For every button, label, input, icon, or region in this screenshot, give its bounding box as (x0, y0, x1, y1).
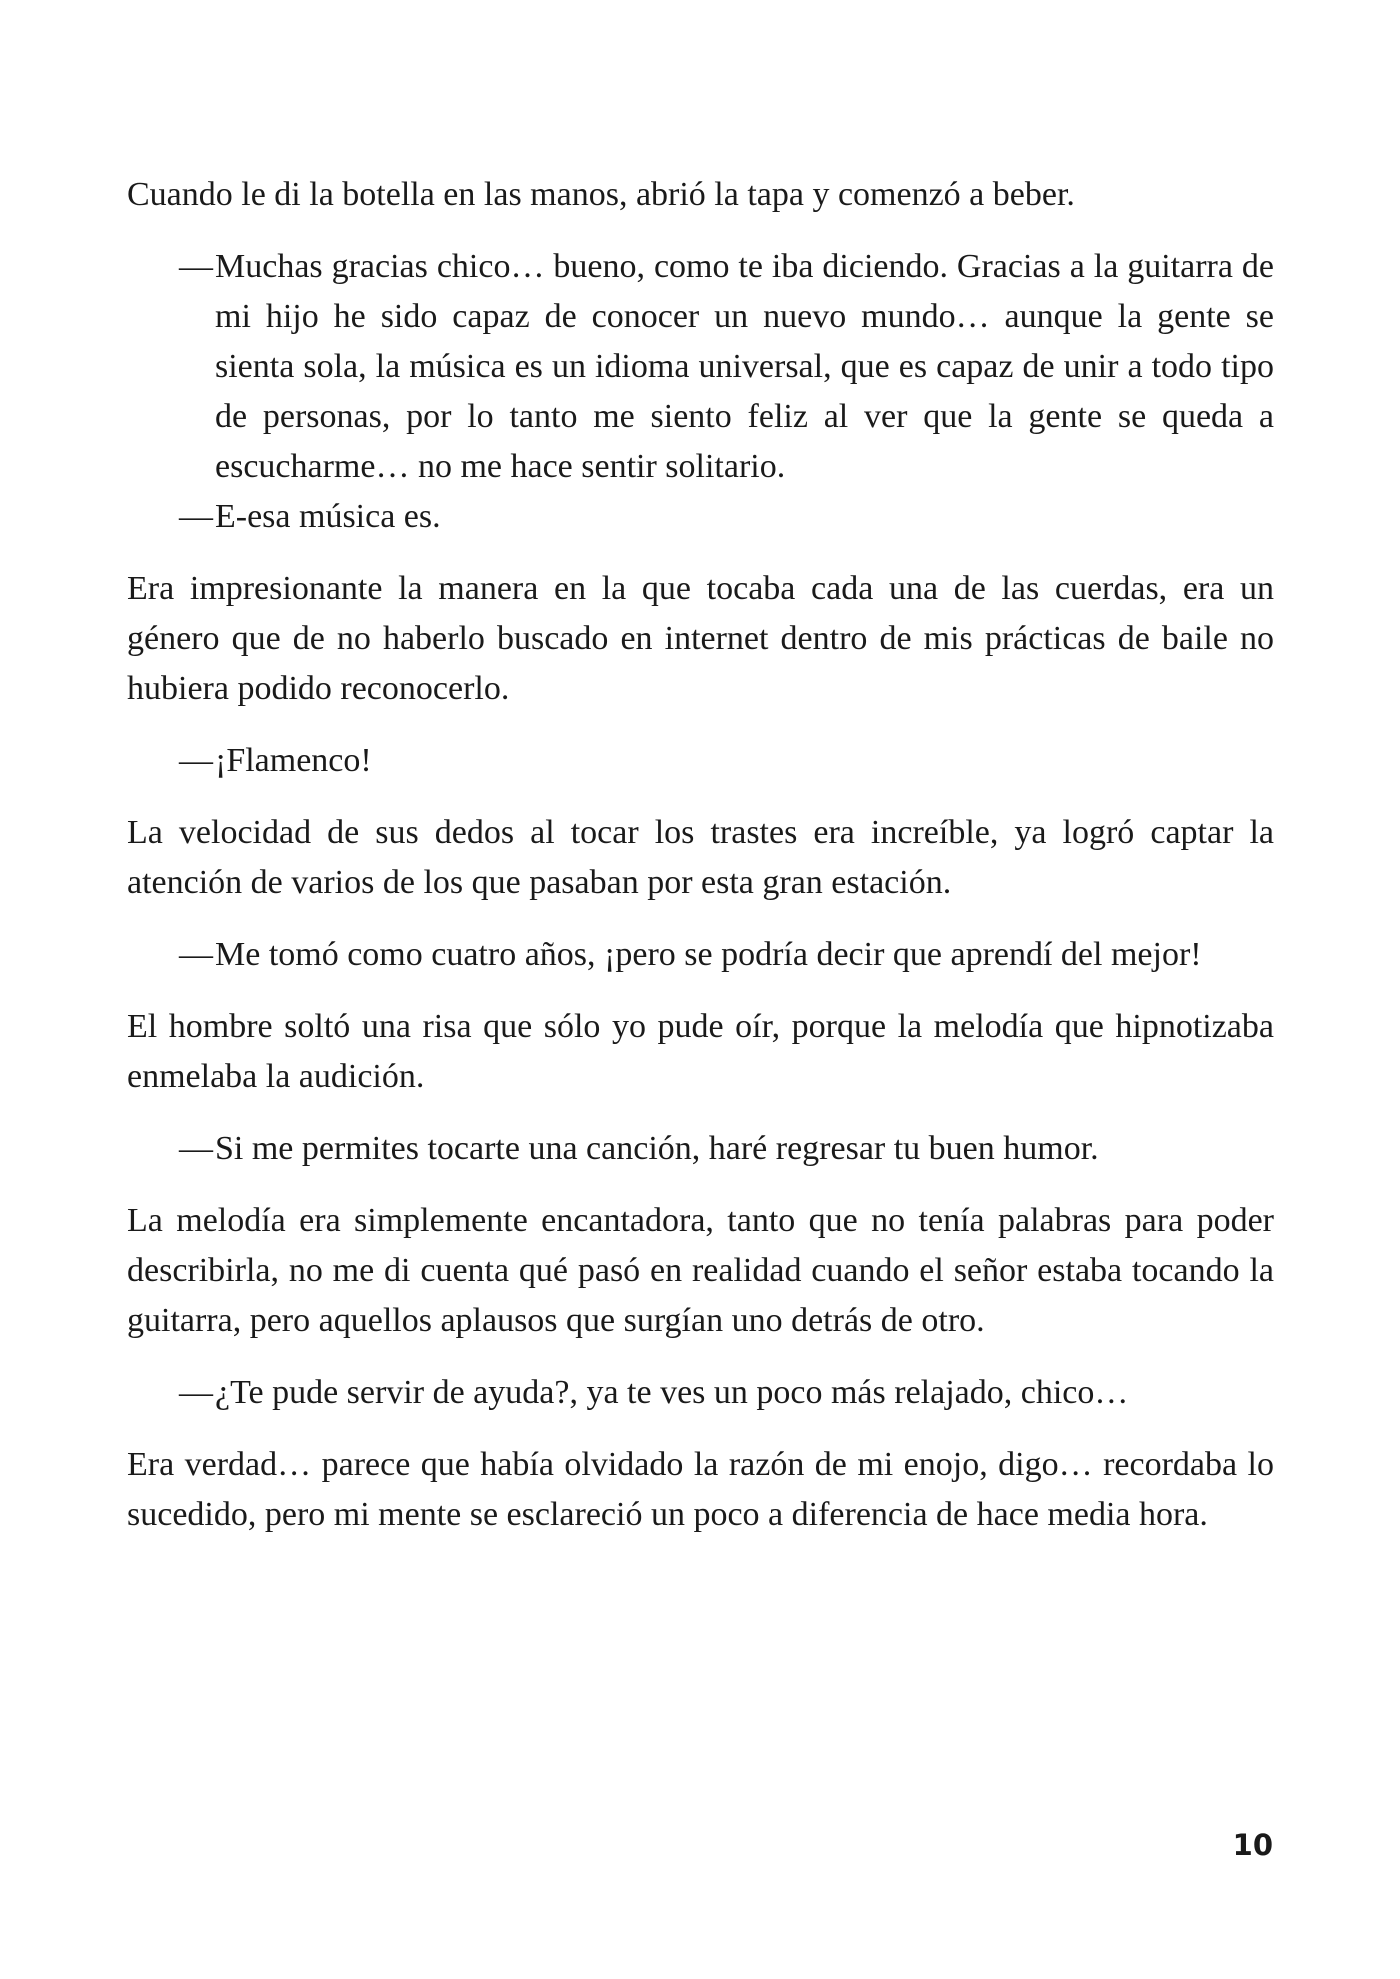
paragraph: Cuando le di la botella en las manos, abrió la tapa y comenzó a beber. (127, 176, 1075, 213)
dialogue-text: E-esa música es. (215, 498, 441, 535)
paragraph: Era impresionante la manera en la que tocaba cada una de las cuerdas, era un género que de no haberlo buscado en internet dentro de mis prácticas de baile no hubiera podido reconocerlo. (127, 570, 1274, 707)
dialogue-line (127, 736, 1274, 786)
dialogue-text: Me tomó como cuatro años, ¡pero se podría decir que aprendí del mejor! (215, 936, 1202, 973)
page-body (127, 170, 1274, 1562)
dialogue-line (127, 1368, 1274, 1418)
dialogue-line (127, 242, 1274, 492)
paragraph: Era verdad… parece que había olvidado la razón de mi enojo, digo… recordaba lo sucedido, pero mi mente se esclareció un poco a diferencia de hace media hora. (127, 1446, 1274, 1533)
dialogue-dash: — (179, 1130, 213, 1167)
dialogue-text: ¿Te pude servir de ayuda?, ya te ves un poco más relajado, chico… (215, 1374, 1129, 1411)
dialogue-line (127, 930, 1274, 980)
dialogue-dash: — (179, 742, 213, 779)
paragraph: El hombre soltó una risa que sólo yo pude oír, porque la melodía que hipnotizaba enmelaba la audición. (127, 1008, 1274, 1095)
dialogue-text: Muchas gracias chico… bueno, como te iba diciendo. Gracias a la guitarra de mi hijo he sido capaz de conocer un nuevo mundo… aunque la gente se sienta sola, la música es un idioma universal, que es capaz de unir a todo tipo de personas, por lo tanto me siento feliz al ver que la gente se queda a escucharme… no me hace sentir solitario. (215, 248, 1274, 485)
dialogue-text: ¡Flamenco! (215, 742, 372, 779)
dialogue-dash: — (179, 936, 213, 973)
paragraph: La melodía era simplemente encantadora, tanto que no tenía palabras para poder describirla, no me di cuenta qué pasó en realidad cuando el señor estaba tocando la guitarra, pero aquellos aplausos que surgían uno detrás de otro. (127, 1202, 1274, 1339)
dialogue-dash: — (179, 1374, 213, 1411)
dialogue-dash: — (179, 498, 213, 535)
dialogue-line (127, 492, 1274, 542)
page-number: 10 (1232, 1828, 1273, 1862)
paragraph: La velocidad de sus dedos al tocar los trastes era increíble, ya logró captar la atención de varios de los que pasaban por esta gran estación. (127, 814, 1274, 901)
dialogue-line (127, 1124, 1274, 1174)
dialogue-text: Si me permites tocarte una canción, haré regresar tu buen humor. (215, 1130, 1099, 1167)
dialogue-dash: — (179, 248, 213, 285)
